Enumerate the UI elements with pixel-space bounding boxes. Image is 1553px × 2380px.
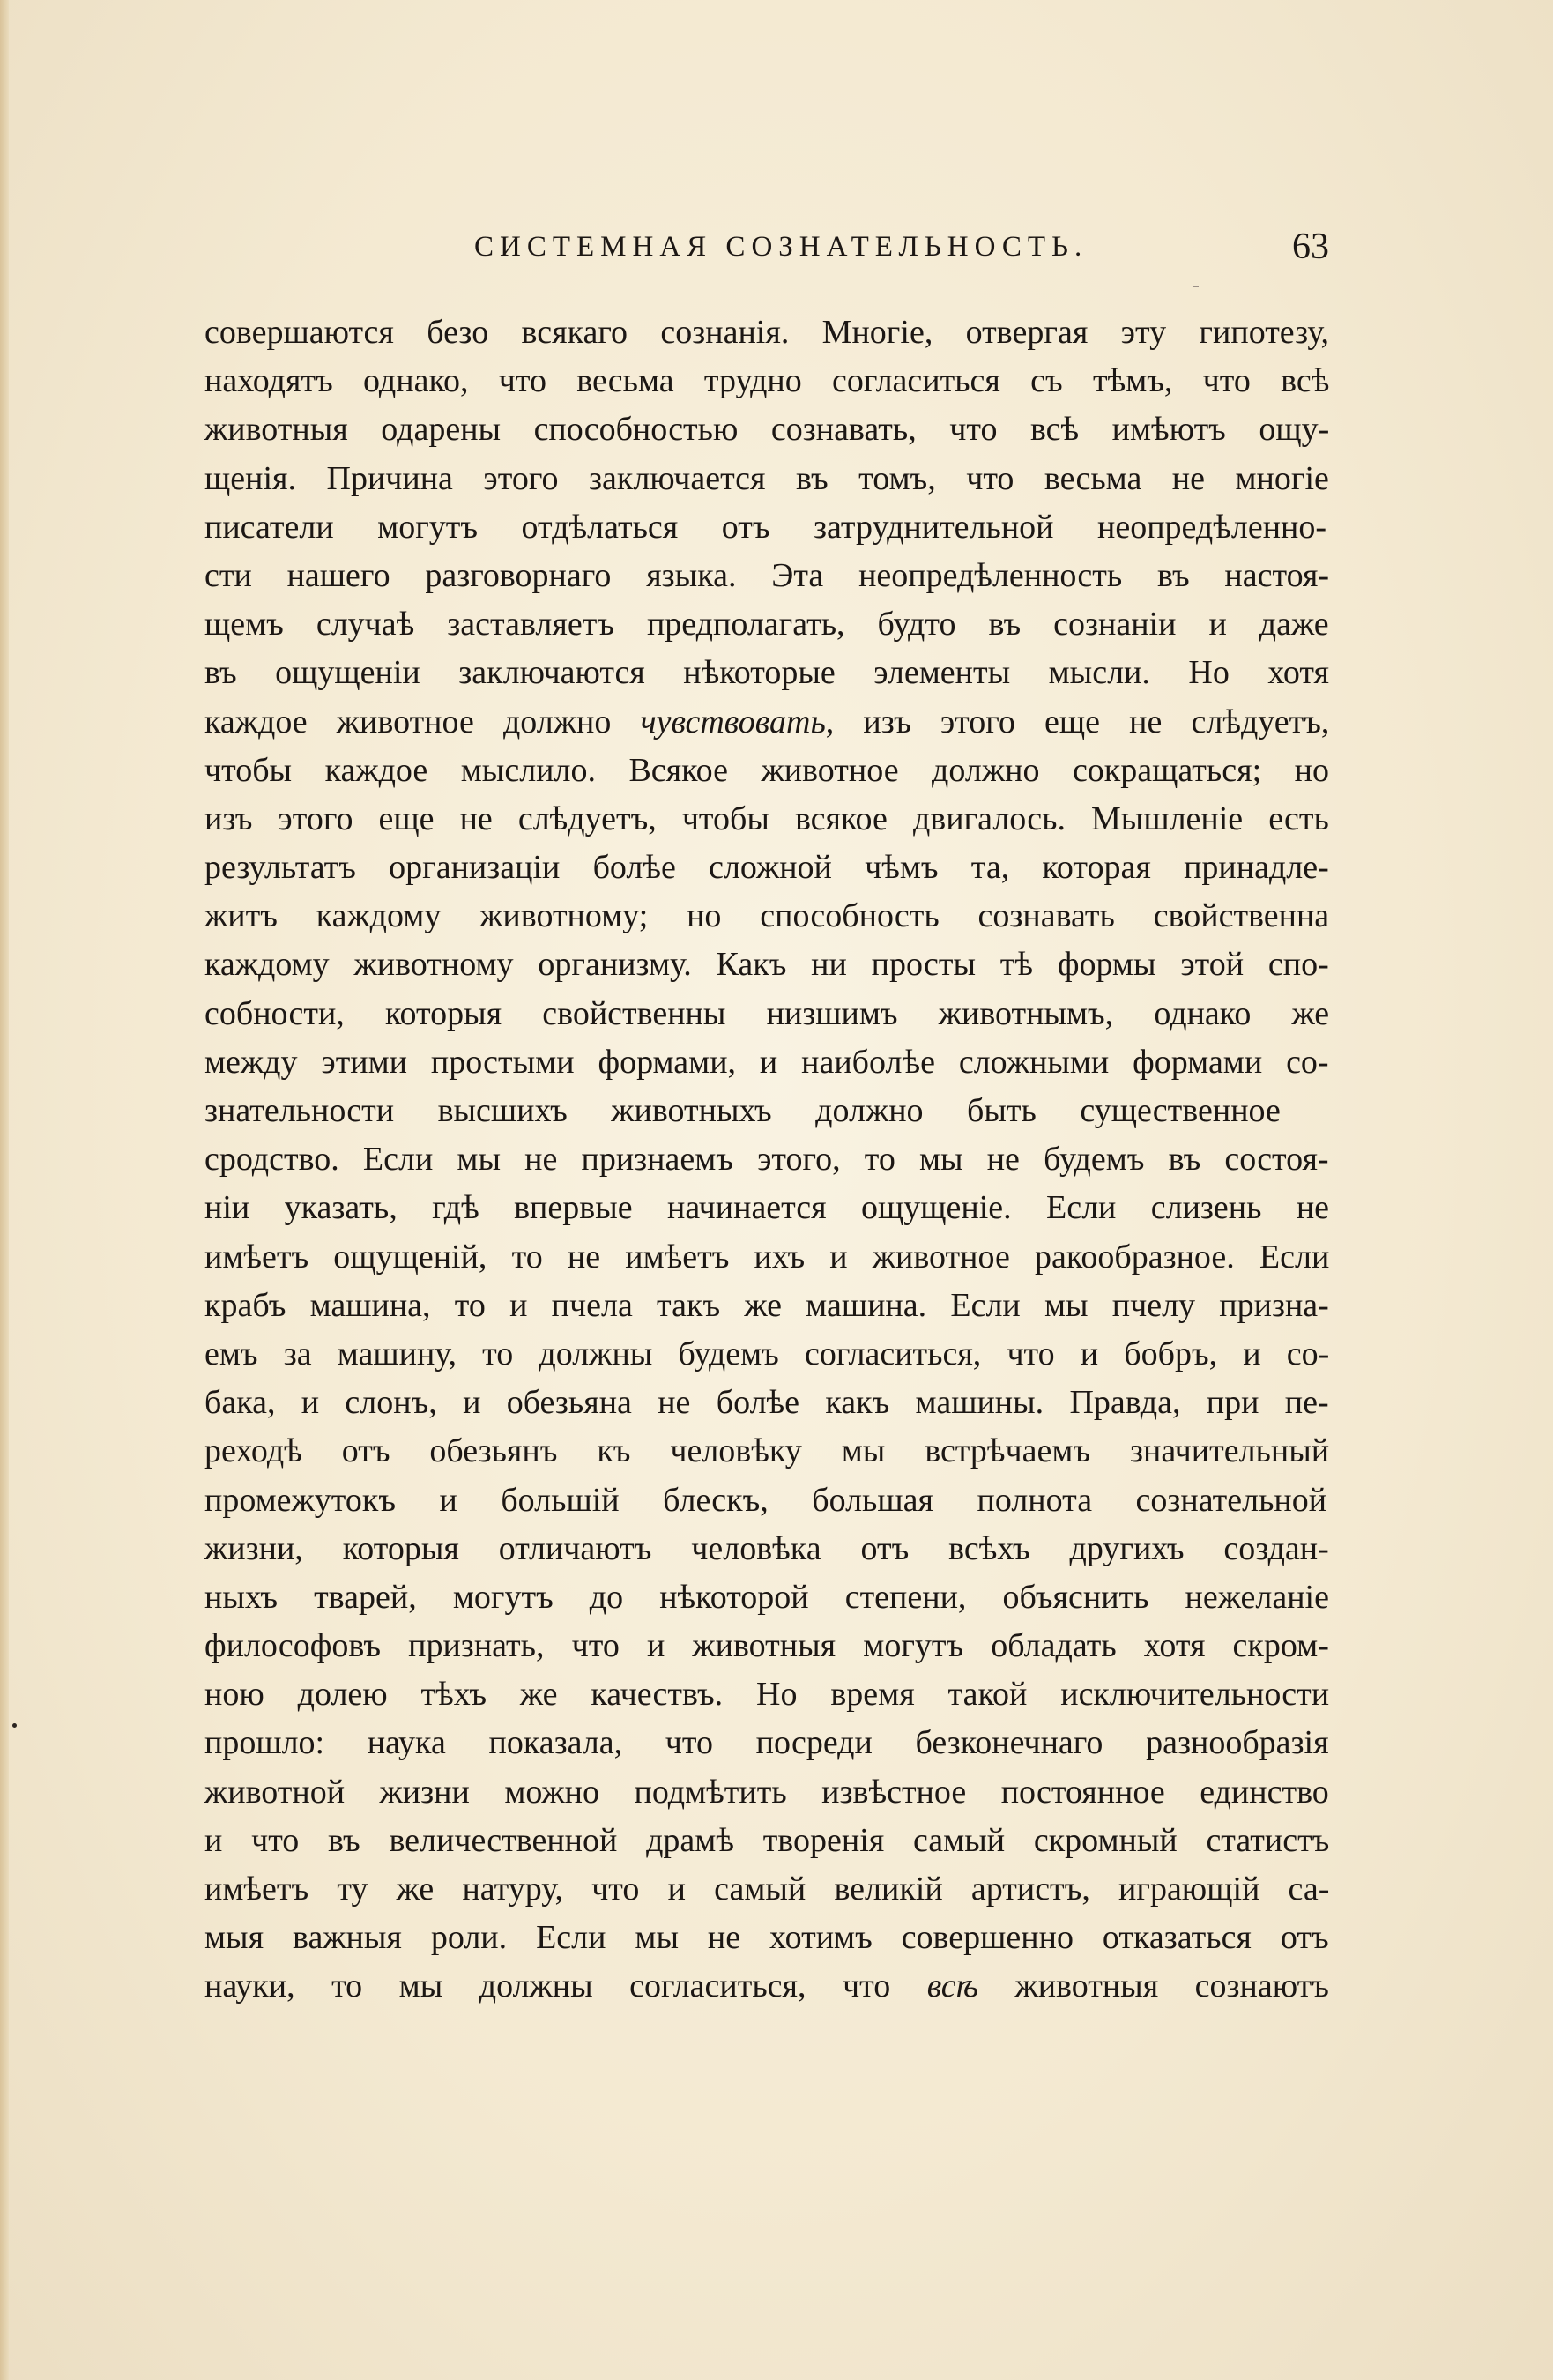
text-segment: каждое животное должно: [204, 703, 641, 740]
text-line: [204, 795, 1329, 844]
text-line: [204, 1135, 1329, 1184]
text-segment: результатъ организаціи болѣе сложной чѣмъ та, которая принадле-: [204, 849, 1329, 887]
margin-speck: [12, 1723, 17, 1728]
text-segment: емъ за машину, то должны будемъ согласиться, что и бобръ, и со-: [204, 1335, 1330, 1372]
text-segment: щемъ случаѣ заставляетъ предполагать, будто въ сознаніи и даже: [204, 606, 1329, 643]
text-segment: собности, которыя свойственны низшимъ животнымъ, однако же: [204, 994, 1330, 1032]
text-segment: совершаются безо всякаго сознанія. Многіе, отвергая эту гипотезу,: [204, 314, 1330, 351]
text-segment: сти нашего разговорнаго языка. Эта неопредѣленность въ настоя-: [204, 556, 1329, 594]
page-header: [210, 226, 1329, 279]
text-segment: изъ этого еще не слѣдуетъ, чтобы всякое двигалось. Мышленіе есть: [204, 800, 1329, 837]
text-segment: имѣетъ ощущеній, то не имѣетъ ихъ и животное ракообразное. Если: [204, 1238, 1330, 1276]
text-line: [204, 552, 1329, 600]
text-line: [204, 1719, 1329, 1767]
text-line: [204, 357, 1329, 405]
text-line: [204, 1282, 1329, 1330]
text-line: [204, 1330, 1329, 1379]
text-segment: животныя одарены способностью сознавать, что всѣ имѣютъ ощу-: [204, 411, 1330, 449]
text-segment: знательности высшихъ животныхъ должно быть существенное: [204, 1092, 1281, 1129]
text-segment: крабъ машина, то и пчела такъ же машина. Если мы пчелу призна-: [204, 1286, 1329, 1324]
page-number: 63: [1292, 227, 1329, 267]
text-line: [204, 503, 1329, 552]
text-segment: каждому животному организму. Какъ ни просты тѣ формы этой спо-: [204, 946, 1329, 984]
text-line: [204, 844, 1329, 892]
text-line: [204, 1768, 1329, 1817]
text-segment: философовъ признать, что и животныя могутъ обладать хотя скром-: [204, 1627, 1329, 1665]
text-line: [204, 1476, 1329, 1525]
text-segment: жизни, которыя отличаютъ человѣка отъ всѣхъ другихъ создан-: [204, 1529, 1329, 1567]
text-segment: и что въ величественной драмѣ творенія самый скромный статистъ: [204, 1821, 1330, 1859]
text-line: [204, 1038, 1329, 1087]
text-line: [204, 1670, 1329, 1719]
text-line: [204, 405, 1329, 454]
text-segment: ніи указать, гдѣ впервые начинается ощущеніе. Если слизень не: [204, 1189, 1330, 1227]
text-segment: въ ощущеніи заключаются нѣкоторые элементы мысли. Но хотя: [204, 654, 1329, 692]
text-segment: , изъ этого еще не слѣдуетъ,: [825, 703, 1330, 740]
text-line: [204, 1525, 1329, 1573]
text-segment: между этими простыми формами, и наиболѣе сложными формами со-: [204, 1043, 1329, 1081]
text-line: [204, 1087, 1329, 1135]
text-line: [204, 600, 1329, 649]
page-edge: [0, 0, 9, 2380]
text-line: [204, 1184, 1329, 1232]
text-segment: чтобы каждое мыслило. Всякое животное должно сокращаться; но: [204, 751, 1329, 789]
text-line: [204, 1962, 1329, 2011]
text-line: [204, 1233, 1329, 1282]
text-line: [204, 1379, 1329, 1427]
italic-word: всѣ: [926, 1967, 978, 2005]
text-segment: животныя сознаютъ: [977, 1967, 1329, 2005]
text-line: [204, 455, 1329, 503]
text-line: [204, 990, 1329, 1038]
ink-mark: [1193, 286, 1199, 287]
text-line: [204, 1914, 1329, 1962]
text-segment: ныхъ тварей, могутъ до нѣкоторой степени, объяснить нежеланіе: [204, 1578, 1329, 1616]
text-line: [204, 941, 1329, 989]
text-segment: прошло: наука показала, что посреди безконечнаго разнообразія: [204, 1724, 1329, 1762]
text-segment: имѣетъ ту же натуру, что и самый великій артистъ, играющій са-: [204, 1871, 1330, 1908]
text-segment: мыя важныя роли. Если мы не хотимъ совершенно отказаться отъ: [204, 1919, 1329, 1957]
text-segment: сродство. Если мы не признаемъ этого, то мы не будемъ въ состоя-: [204, 1141, 1329, 1179]
text-segment: реходѣ отъ обезьянъ къ человѣку мы встрѣчаемъ значительный: [204, 1432, 1330, 1470]
body-text: [204, 309, 1329, 2012]
text-segment: писатели могутъ отдѣлаться отъ затруднительной неопредѣленно-: [204, 508, 1327, 546]
text-segment: животной жизни можно подмѣтить извѣстное постоянное единство: [204, 1773, 1329, 1811]
italic-word: чувствовать: [640, 703, 826, 740]
text-line: [204, 892, 1329, 941]
text-segment: житъ каждому животному; но способность сознавать свойственна: [204, 897, 1330, 935]
text-segment: находятъ однако, что весьма трудно согласиться съ тѣмъ, что всѣ: [204, 362, 1330, 400]
running-head: СИСТЕМНАЯ СОЗНАТЕЛЬНОСТЬ.: [474, 231, 1089, 263]
text-line: [204, 1427, 1329, 1476]
text-line: [204, 1622, 1329, 1670]
text-line: [204, 1865, 1329, 1914]
text-segment: промежутокъ и большій блескъ, большая полнота сознательной: [204, 1481, 1327, 1519]
text-segment: науки, то мы должны согласиться, что: [204, 1967, 927, 2005]
text-line: [204, 1573, 1329, 1622]
text-line: [204, 1817, 1329, 1865]
text-line: [204, 698, 1329, 747]
text-line: [204, 649, 1329, 697]
text-segment: ною долею тѣхъ же качествъ. Но время такой исключительности: [204, 1676, 1330, 1714]
text-line: [204, 309, 1329, 357]
text-segment: щенія. Причина этого заключается въ томъ, что весьма не многіе: [204, 459, 1329, 497]
text-line: [204, 747, 1329, 795]
text-segment: бака, и слонъ, и обезьяна не болѣе какъ машины. Правда, при пе-: [204, 1384, 1329, 1422]
